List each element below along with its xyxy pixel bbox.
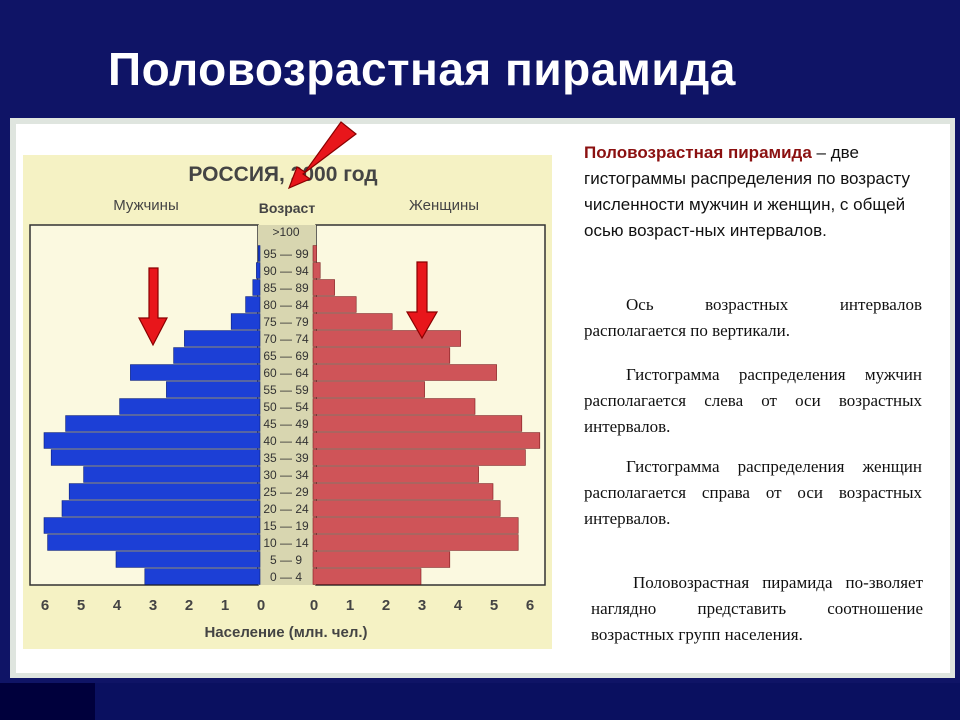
x-tick-label-male: 2	[184, 597, 194, 614]
age-label: 85 — 89	[263, 281, 309, 295]
male-bar	[48, 535, 260, 551]
male-bar	[44, 433, 260, 449]
female-bar	[313, 280, 335, 296]
female-bar	[313, 484, 493, 500]
female-bar	[313, 518, 518, 534]
x-tick-label-female: 1	[345, 597, 355, 614]
legend-male: Мужчины	[113, 197, 179, 214]
age-label: 60 — 64	[263, 366, 309, 380]
male-bar	[246, 297, 260, 313]
age-label: 70 — 74	[263, 332, 309, 346]
age-label: 0 — 4	[269, 570, 303, 584]
male-bar	[51, 450, 260, 466]
male-bar	[66, 416, 260, 432]
male-bar	[184, 331, 260, 347]
x-tick-label-female: 3	[417, 597, 427, 614]
female-bar	[313, 552, 450, 568]
female-bar	[313, 348, 450, 364]
female-bar	[313, 433, 540, 449]
male-bar	[120, 399, 260, 415]
x-tick-label-female: 4	[453, 597, 463, 614]
x-tick-label-female: 2	[381, 597, 391, 614]
age-label: 10 — 14	[263, 536, 309, 550]
age-label: 95 — 99	[263, 247, 309, 261]
male-bar	[130, 365, 260, 381]
female-bar	[313, 467, 479, 483]
age-label: 45 — 49	[263, 417, 309, 431]
definition-text	[584, 140, 929, 244]
female-bar	[313, 399, 475, 415]
slide-title: Половозрастная пирамида	[108, 43, 736, 95]
male-bar	[253, 280, 260, 296]
female-bar	[313, 382, 425, 398]
male-bar	[258, 246, 260, 262]
male-bar	[231, 314, 260, 330]
x-tick-label-male: 3	[148, 597, 158, 614]
female-bar	[313, 535, 518, 551]
x-tick-label-male: 5	[76, 597, 86, 614]
age-label: 30 — 34	[263, 468, 309, 482]
age-label: 15 — 19	[263, 519, 309, 533]
female-bar	[313, 246, 317, 262]
x-tick-label-male: 0	[256, 597, 266, 614]
female-bar	[313, 501, 500, 517]
male-bar	[174, 348, 260, 364]
female-bar	[313, 450, 525, 466]
x-axis-label: Население (млн. чел.)	[204, 624, 368, 641]
x-tick-label-female: 0	[309, 597, 319, 614]
paragraph-female: Гистограмма распределения женщин располагается справа от оси возрастных интервалов.	[584, 457, 922, 528]
age-label: 35 — 39	[263, 451, 309, 465]
female-bar	[313, 416, 522, 432]
x-tick-label-female: 6	[525, 597, 535, 614]
male-bar	[256, 263, 260, 279]
age-label: 80 — 84	[263, 298, 309, 312]
chart-title: РОССИЯ, 2000 год	[188, 163, 378, 186]
paragraph-summary: Половозрастная пирамида по-зволяет наглядно представить соотношение возрастных групп населения.	[591, 573, 923, 644]
age-label: 75 — 79	[263, 315, 309, 329]
male-bar	[145, 569, 260, 585]
definition-term: Половозрастная пирамида	[584, 143, 812, 162]
x-tick-label-male: 6	[40, 597, 50, 614]
age-label: 5 — 9	[269, 553, 303, 567]
male-bar	[84, 467, 260, 483]
male-bar	[69, 484, 260, 500]
male-bar	[44, 518, 260, 534]
x-tick-label-male: 4	[112, 597, 122, 614]
age-label: 65 — 69	[263, 349, 309, 363]
definition-rest: – две гистограммы распределения по возрасту численности мужчин и женщин, с общей осью возраст-ных интервалов.	[584, 143, 910, 240]
x-tick-label-male: 1	[220, 597, 230, 614]
female-bar	[313, 569, 421, 585]
female-bar	[313, 263, 320, 279]
paragraph-male: Гистограмма распределения мужчин располагается слева от оси возрастных интервалов.	[584, 365, 922, 436]
paragraph-axis: Ось возрастных интервалов располагается по вертикали.	[584, 295, 922, 340]
female-bar	[313, 365, 497, 381]
female-bar	[313, 331, 461, 347]
age-label: 25 — 29	[263, 485, 309, 499]
age-label: 40 — 44	[263, 434, 309, 448]
age-label: 20 — 24	[263, 502, 309, 516]
age-label: 55 — 59	[263, 383, 309, 397]
legend-female: Женщины	[408, 197, 480, 214]
male-bar	[116, 552, 260, 568]
age-label: >100	[272, 225, 300, 239]
male-bar	[166, 382, 260, 398]
x-tick-label-female: 5	[489, 597, 499, 614]
female-bar	[313, 314, 392, 330]
age-label: 90 — 94	[263, 264, 309, 278]
age-axis-label: Возраст	[258, 200, 316, 216]
age-label: 50 — 54	[263, 400, 309, 414]
male-bar	[62, 501, 260, 517]
female-bar	[313, 297, 356, 313]
